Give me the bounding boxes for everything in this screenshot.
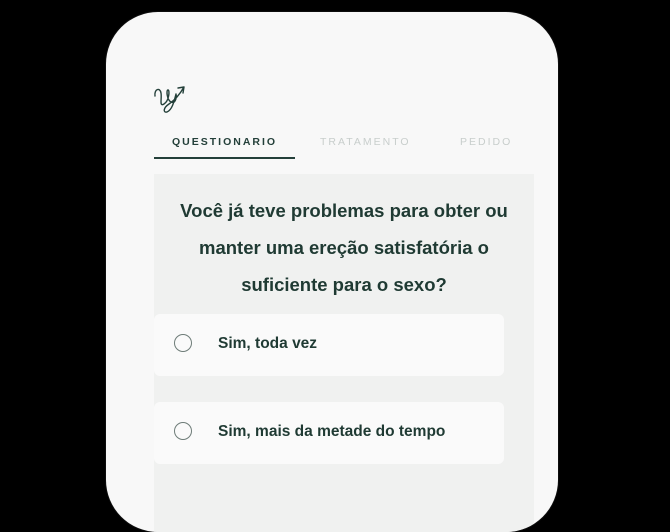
radio-button[interactable] — [174, 422, 192, 440]
question-text — [154, 192, 534, 303]
question-line-1: Você já teve problemas para obter ou — [180, 200, 508, 221]
progress-tabs — [154, 132, 534, 162]
answer-option-label: Sim, toda vez — [218, 335, 318, 352]
tab-pedido[interactable]: PEDIDO — [460, 136, 513, 148]
question-panel — [154, 174, 534, 532]
question-line-2: manter uma ereção satisfatória o — [199, 237, 489, 258]
tab-questionario[interactable]: QUESTIONARIO — [172, 136, 278, 148]
radio-button[interactable] — [174, 334, 192, 352]
answer-option[interactable] — [154, 314, 504, 376]
answer-option-label: Sim, mais da metade do tempo — [218, 423, 446, 440]
phone-frame — [106, 12, 558, 532]
question-line-3: suficiente para o sexo? — [241, 274, 447, 295]
answer-option[interactable] — [154, 402, 504, 464]
tab-tratamento[interactable]: TRATAMENTO — [320, 136, 411, 148]
active-tab-underline — [154, 157, 295, 159]
signature-logo-icon — [150, 76, 190, 116]
